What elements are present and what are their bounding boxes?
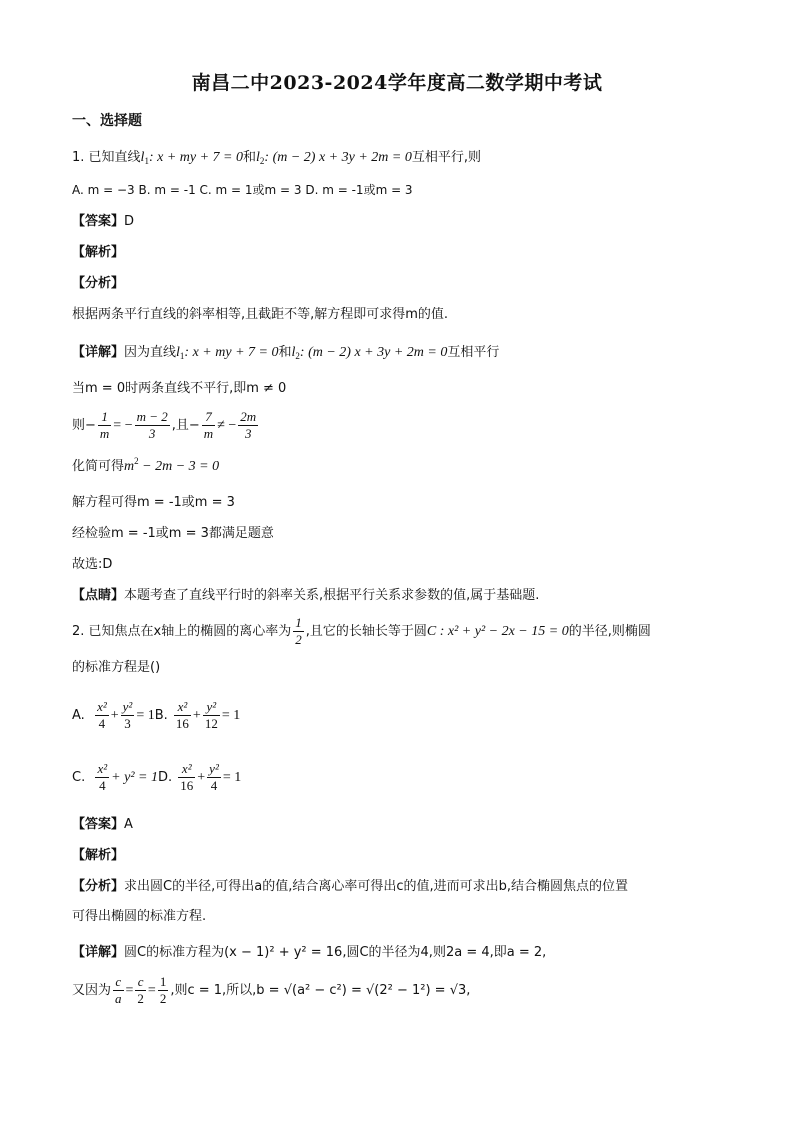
frac-1-over-m: $\frac{1}{m}$: [99, 409, 110, 441]
q1-line2-eq: (m − 2) x + 3y + 2m = 0: [272, 150, 412, 165]
answer-label: 【答案】: [72, 214, 125, 229]
q1-line2-name: $l_2$: [256, 150, 265, 166]
q1-line1-name: $l_1$: [140, 150, 149, 166]
q1-detail-6: 经检验m = -1或m = 3都满足题意: [72, 526, 274, 541]
doc-title: 南昌二中2023-2024学年度高二数学期中考试: [191, 72, 603, 94]
q2-fenxi-1: 【分析】求出圆C的半径,可得出a的值,结合离心率可得出c的值,进而可求出b,结合椭圆焦点的位置: [72, 879, 628, 894]
q2-answer: 【答案】A: [72, 817, 133, 832]
q1-stem-and: 和: [243, 150, 257, 165]
q2-options-cd: C. $\frac{\text{x²}}{4}$ + y² = 1D. $\frac{\text{x²}}{16}$ + $\frac{\text{y²}}{4}$ = 1: [72, 761, 242, 793]
q2-stem-1: 2. 已知焦点在x轴上的椭圆的离心率为 $\frac{1}{2}$ ,且它的长轴长等于圆C : x² + y² − 2x − 15 = 0的半径,则椭圆: [72, 615, 651, 647]
q1-stem: 1. 已知直线$l_1$: x + my + 7 = 0和$l_2$: (m − 2) x + 3y + 2m = 0互相平行,则: [72, 150, 481, 166]
q1-detail-2: 当m = 0时两条直线不平行,即m ≠ 0: [72, 381, 287, 396]
q1-detail-7: 故选:D: [72, 557, 113, 572]
frac-1-over-2: $\frac{1}{2}$: [295, 615, 302, 647]
section-heading: 一、选择题: [72, 113, 142, 129]
q1-detail-4: 化简可得$m^2 - 2m - 3 = 0$: [72, 456, 220, 474]
answer-value: D: [124, 214, 135, 229]
frac-m-2-over-3: $\frac{m - 2}{3}$: [136, 409, 168, 441]
q2-detail-2: 又因为 $\frac{c}{a}$ = $\frac{c}{2}$ = $\frac{1}{2}$ ,则c = 1,所以,b = √(a² − c²) = √(2² − 1²) = √3,: [72, 974, 471, 1006]
q2-detail-1: 【详解】圆C的标准方程为(x − 1)² + y² = 16,圆C的半径为4,则2a = 4,即a = 2,: [72, 945, 547, 960]
q1-dianjing: 【点睛】本题考查了直线平行时的斜率关系,根据平行关系求参数的值,属于基础题.: [72, 588, 540, 603]
q2-stem-2: 的标准方程是(): [72, 660, 161, 675]
frac-2m-over-3: $\frac{2m}{3}$: [240, 409, 257, 441]
q1-stem-pre: 1. 已知直线: [72, 150, 141, 165]
q1-fenxi: 【分析】: [72, 276, 125, 291]
q1-jiexi: 【解析】: [72, 245, 125, 260]
q1-stem-post: 互相平行,则: [411, 150, 481, 165]
q1-detail-1: 【详解】因为直线$l_1$: x + my + 7 = 0和$l_2$: (m − 2) x + 3y + 2m = 0互相平行: [72, 345, 500, 361]
q1-line1-eq: x + my + 7 = 0: [157, 150, 243, 165]
q1-answer: [72, 212, 134, 232]
q2-options-ab: A. $\frac{\text{x²}}{4}$ + $\frac{\text{y²}}{3}$ = 1B. $\frac{\text{x²}}{16}$ + $\frac{\text{y²}}{12}$ = 1: [72, 699, 241, 731]
q2-jiexi: 【解析】: [72, 848, 125, 863]
q1-fenxi-text: 根据两条平行直线的斜率相等,且截距不等,解方程即可求得m的值.: [72, 307, 449, 322]
frac-7-over-m: $\frac{7}{m}$: [203, 409, 214, 441]
q2-fenxi-2: 可得出椭圆的标准方程.: [72, 909, 207, 924]
q1-detail-5: 解方程可得m = -1或m = 3: [72, 495, 235, 510]
q1-options: A. m = −3 B. m = -1 C. m = 1或m = 3 D. m = -1或m = 3: [72, 183, 413, 197]
q1-detail-3: 则− $\frac{1}{m}$ = − $\frac{m - 2}{3}$ ,且− $\frac{7}{m}$ ≠ − $\frac{2m}{3}$: [72, 409, 257, 441]
